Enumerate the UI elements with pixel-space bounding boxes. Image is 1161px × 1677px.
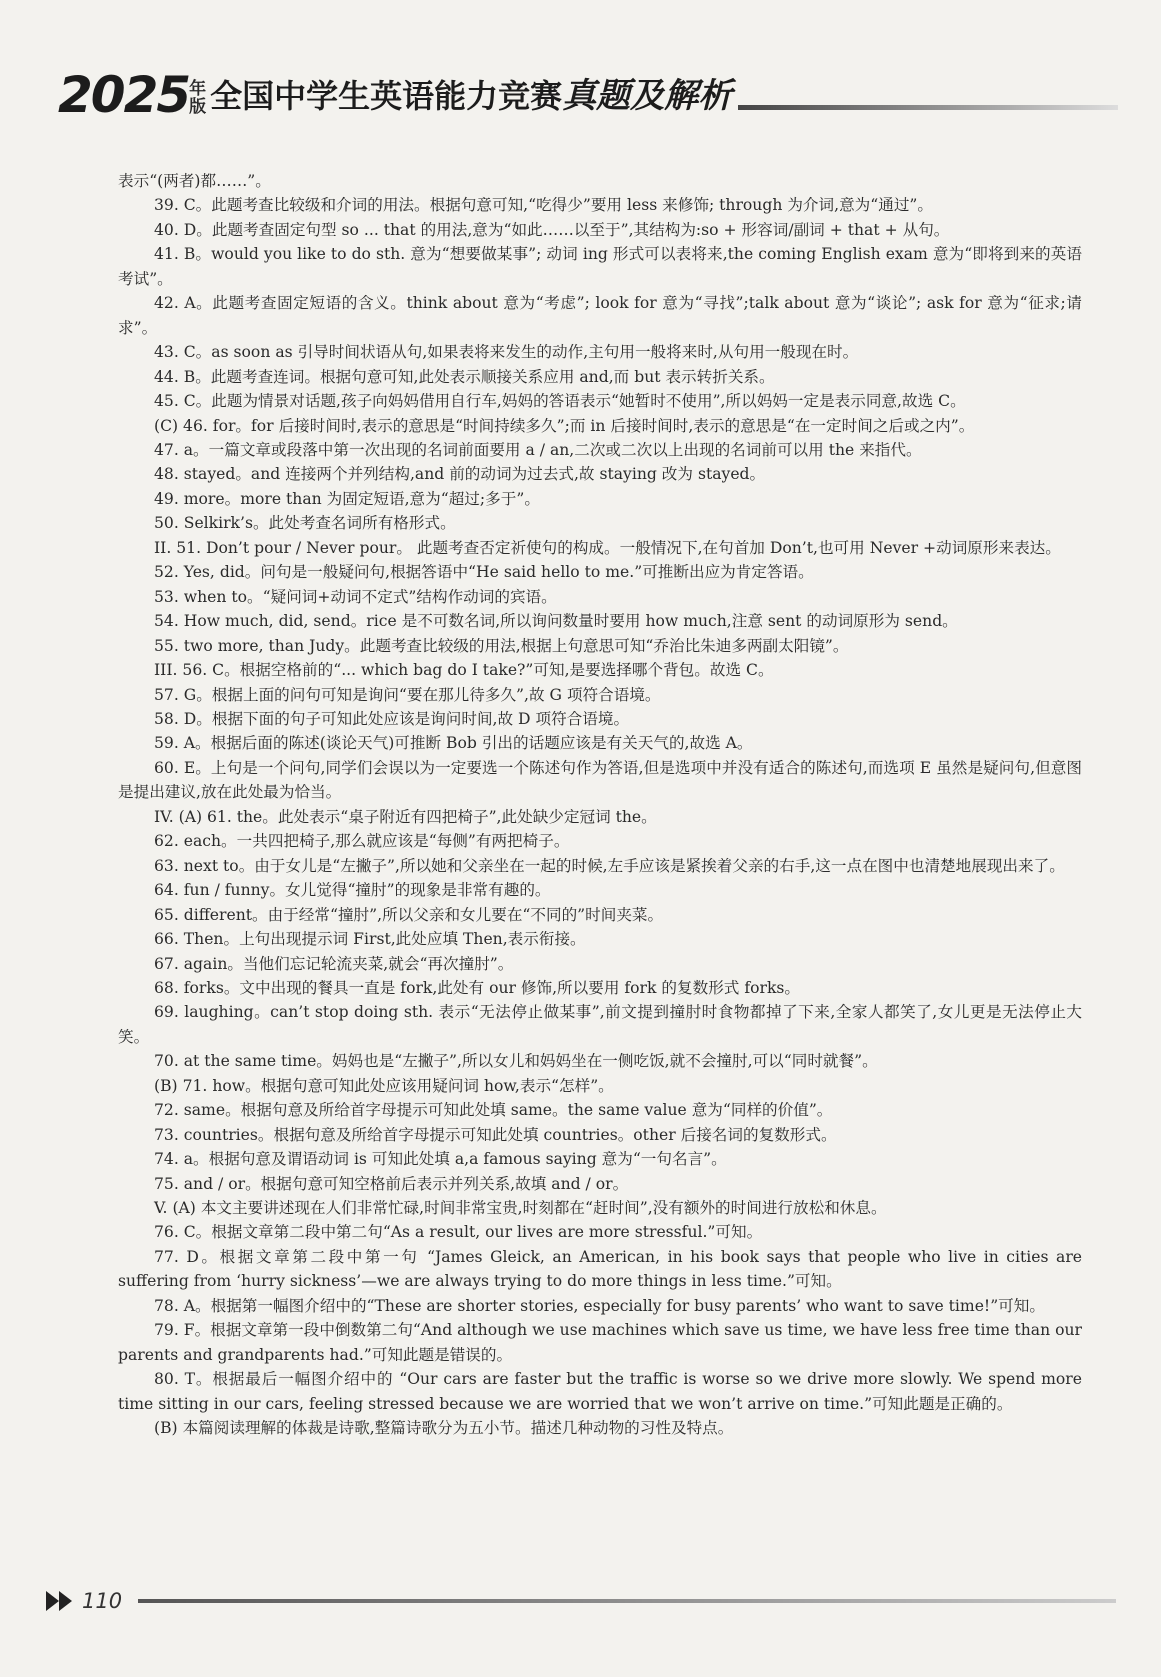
edition-label	[189, 80, 206, 116]
text-line: III. 56. C。根据空格前的“... which bag do I take?”可知,是要选择哪个背包。故选 C。	[154, 661, 774, 680]
text-line: (B) 71. how。根据句意可知此处应该用疑问词 how,表示“怎样”。	[154, 1076, 614, 1095]
text-line: 57. G。根据上面的问句可知是询问“要在那儿待多久”,故 G 项符合语境。	[154, 685, 661, 704]
text-line: 74. a。根据句意及谓语动词 is 可知此处填 a,a famous saying 意为“一句名言”。	[154, 1150, 727, 1169]
text-line: 68. forks。文中出现的餐具一直是 fork,此处有 our 修饰,所以要用 fork 的复数形式 forks。	[154, 978, 800, 997]
text-line: 78. A。根据第一幅图介绍中的“These are shorter stories, especially for busy parents’ who want to save time!”可知。	[154, 1296, 1045, 1315]
text-line: 65. different。由于经常“撞肘”,所以父亲和女儿要在“不同的”时间夹菜。	[154, 905, 664, 924]
text-line: 63. next to。由于女儿是“左撇子”,所以她和父亲坐在一起的时候,左手应该是紧挨着父亲的右手,这一点在图中也清楚地展现出来了。	[154, 856, 1065, 875]
text-line: 75. and / or。根据句意可知空格前后表示并列关系,故填 and / or。	[154, 1174, 629, 1193]
text-line: 59. A。根据后面的陈述(谈论天气)可推断 Bob 引出的话题应该是有关天气的,故选 A。	[154, 734, 753, 753]
edition-year: 2025	[58, 66, 190, 124]
answer-explanations	[118, 169, 1082, 1441]
book-title-emphasis: 真题及解析	[562, 76, 733, 116]
text-line: 41. B。would you like to do sth. 意为“想要做某事”; 动词 ing 形式可以表将来,the coming English exam 意为“即将到来的英语考试”。	[118, 245, 1082, 288]
text-line: 42. A。此题考查固定短语的含义。think about 意为“考虑”; look for 意为“寻找”;talk about 意为“谈论”; ask for 意为“征求;请求”。	[118, 294, 1082, 337]
text-line: 62. each。一共四把椅子,那么就应该是“每侧”有两把椅子。	[154, 832, 570, 851]
text-line: II. 51. Don’t pour / Never pour。 此题考查否定祈使句的构成。一般情况下,在句首加 Don’t,也可用 Never +动词原形来表达。	[154, 538, 1061, 557]
text-line: 73. countries。根据句意及所给首字母提示可知此处填 countries。other 后接名词的复数形式。	[154, 1125, 837, 1144]
text-line: 44. B。此题考查连词。根据句意可知,此处表示顺接关系应用 and,而 but 表示转折关系。	[154, 367, 775, 386]
page-footer	[46, 1583, 1116, 1619]
text-line: 76. C。根据文章第二段中第二句“As a result, our lives are more stressful.”可知。	[154, 1223, 763, 1242]
text-line: 72. same。根据句意及所给首字母提示可知此处填 same。the same value 意为“同样的价值”。	[154, 1101, 833, 1120]
double-arrow-icon	[46, 1589, 76, 1613]
text-line: 47. a。一篇文章或段落中第一次出现的名词前面要用 a / an,二次或二次以上出现的名词前可以用 the 来指代。	[154, 440, 922, 459]
footer-rule	[138, 1599, 1116, 1603]
text-line: 50. Selkirk’s。此处考查名词所有格形式。	[154, 514, 456, 533]
text-line: 54. How much, did, send。rice 是不可数名词,所以询问数量时要用 how much,注意 sent 的动词原形为 send。	[154, 612, 958, 631]
text-line: 53. when to。“疑问词+动词不定式”结构作动词的宾语。	[154, 587, 557, 606]
text-line: 70. at the same time。妈妈也是“左撇子”,所以女儿和妈妈坐在一侧吃饭,就不会撞肘,可以“同时就餐”。	[154, 1052, 878, 1071]
text-line: (B) 本篇阅读理解的体裁是诗歌,整篇诗歌分为五小节。描述几种动物的习性及特点。	[154, 1419, 734, 1438]
book-title: 全国中学生英语能力竞赛	[210, 77, 563, 115]
text-line: 77. D。根据文章第二段中第一句 “James Gleick, an American, in his book says that people who live in cities are suffering from ‘hurry sickness’—we are always trying to do more things in less time.”可知。	[118, 1247, 1082, 1291]
page-header	[58, 66, 1118, 124]
text-line: 67. again。当他们忘记轮流夹菜,就会“再次撞肘”。	[154, 954, 514, 973]
text-line: 55. two more, than Judy。此题考查比较级的用法,根据上句意思可知“乔治比朱迪多两副太阳镜”。	[154, 636, 849, 655]
text-line: V. (A) 本文主要讲述现在人们非常忙碌,时间非常宝贵,时刻都在“赶时间”,没有额外的时间进行放松和休息。	[154, 1199, 887, 1218]
text-line: 58. D。根据下面的句子可知此处应该是询问时间,故 D 项符合语境。	[154, 709, 630, 728]
text-line: IV. (A) 61. the。此处表示“桌子附近有四把椅子”,此处缺少定冠词 the。	[154, 807, 657, 826]
header-rule	[738, 105, 1118, 110]
text-line: 52. Yes, did。问句是一般疑问句,根据答语中“He said hello to me.”可推断出应为肯定答语。	[154, 563, 814, 582]
text-line: (C) 46. for。for 后接时间时,表示的意思是“时间持续多久”;而 in 后接时间时,表示的意思是“在一定时间之后或之内”。	[154, 416, 975, 435]
text-line: 80. T。根据最后一幅图介绍中的 “Our cars are faster but the traffic is worse so we drive more slowly. We spend more time sitting in our cars, feeling stressed because we are worried that we won’t arrive on time.”可知此题是正确的。	[118, 1370, 1082, 1413]
text-line: 43. C。as soon as 引导时间状语从句,如果表将来发生的动作,主句用一般将来时,从句用一般现在时。	[154, 343, 859, 362]
text-line: 45. C。此题为情景对话题,孩子向妈妈借用自行车,妈妈的答语表示“她暂时不使用”,所以妈妈一定是表示同意,故选 C。	[154, 392, 966, 411]
text-line: 40. D。此题考查固定句型 so ... that 的用法,意为“如此……以至于”,其结构为:so + 形容词/副词 + that + 从句。	[154, 220, 950, 239]
text-line: 表示“(两者)都……”。	[118, 172, 271, 190]
edition-label-bottom: 版	[189, 97, 207, 117]
page-number: 110	[82, 1589, 123, 1613]
text-line: 39. C。此题考查比较级和介词的用法。根据句意可知,“吃得少”要用 less 来修饰; through 为介词,意为“通过”。	[154, 196, 933, 215]
text-line: 79. F。根据文章第一段中倒数第二句“And although we use machines which save us time, we have less free time than our parents and grandparents had.”可知此题是错误的。	[118, 1321, 1082, 1364]
text-line: 64. fun / funny。女儿觉得“撞肘”的现象是非常有趣的。	[154, 881, 551, 900]
text-line: 69. laughing。can’t stop doing sth. 表示“无法停止做某事”,前文提到撞肘时食物都掉了下来,全家人都笑了,女儿更是无法停止大笑。	[118, 1003, 1082, 1046]
edition-label-top: 年	[189, 79, 207, 99]
text-line: 60. E。上句是一个问句,同学们会误以为一定要选一个陈述句作为答语,但是选项中并没有适合的陈述句,而选项 E 虽然是疑问句,但意图是提出建议,放在此处最为恰当。	[118, 758, 1082, 802]
text-line: 66. Then。上句出现提示词 First,此处应填 Then,表示衔接。	[154, 930, 586, 949]
text-line: 49. more。more than 为固定短语,意为“超过;多于”。	[154, 489, 540, 508]
text-line: 48. stayed。and 连接两个并列结构,and 前的动词为过去式,故 staying 改为 stayed。	[154, 465, 766, 484]
